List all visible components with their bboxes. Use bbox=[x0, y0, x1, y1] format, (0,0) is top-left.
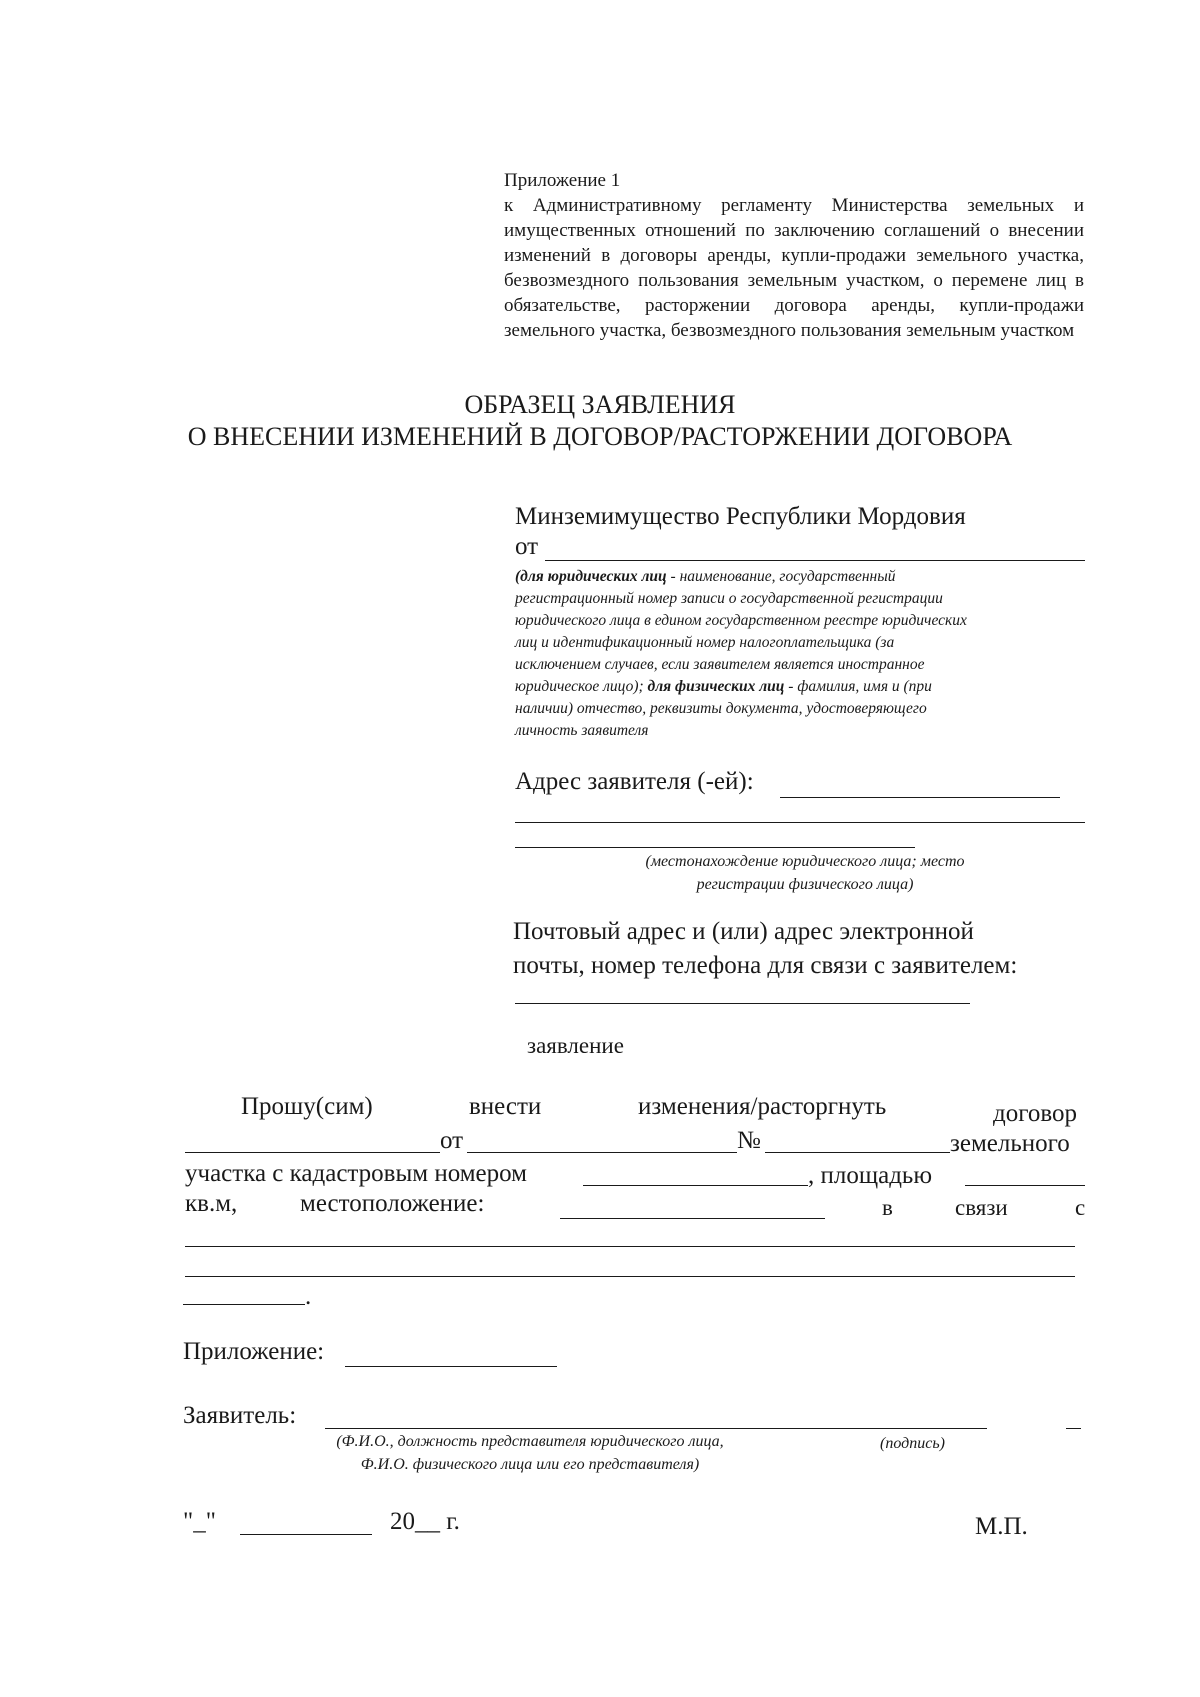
address-note bbox=[555, 850, 1055, 896]
appendix-body: к Административному регламенту Министерства земельных и имущественных отношений по заключению соглашений о внесении изменений в договоры аренды, купли-продажи земельного участка, безвозмездного пользования земельным участком, о перемене лиц в обязательстве, расторжении договора аренды, купли-продажи земельного участка, безвозмездного пользования земельным участком bbox=[504, 195, 1084, 341]
note-line6-a: юридическое лицо); bbox=[515, 678, 648, 695]
applicant-blank-tail bbox=[1066, 1428, 1081, 1429]
applicant-type-note bbox=[515, 566, 967, 742]
applicant-blank bbox=[325, 1428, 987, 1429]
request-period: . bbox=[305, 1283, 312, 1310]
document-title-line2: О ВНЕСЕНИИ ИЗМЕНЕНИЙ В ДОГОВОР/РАСТОРЖЕНИИ ДОГОВОРА bbox=[187, 422, 1013, 451]
from-blank bbox=[545, 560, 1085, 561]
appendix-heading: Приложение 1 bbox=[504, 170, 621, 191]
from-label: от bbox=[515, 533, 539, 560]
note-line6-b: - фамилия, имя и (при bbox=[784, 678, 932, 695]
applicant-note-line1: (Ф.И.О., должность представителя юридического лица, bbox=[336, 1433, 724, 1450]
postal-blank bbox=[515, 1003, 970, 1004]
number-blank bbox=[765, 1152, 950, 1153]
note-line3: юридического лица в едином государственном реестре юридических bbox=[515, 612, 967, 629]
reason-blank-2 bbox=[185, 1276, 1075, 1277]
document-title-line1: ОБРАЗЕЦ ЗАЯВЛЕНИЯ bbox=[464, 390, 736, 419]
applicant-label: Заявитель: bbox=[183, 1402, 297, 1429]
note-line2: регистрационный номер записи о государственной регистрации bbox=[515, 590, 943, 607]
request-kvm: кв.м, bbox=[185, 1190, 238, 1217]
request-area: , площадью bbox=[808, 1162, 932, 1189]
request-zem: земельного bbox=[950, 1130, 1070, 1157]
note-line8: личность заявителя bbox=[515, 722, 649, 739]
request-num: № bbox=[737, 1127, 761, 1154]
applicant-note-line2: Ф.И.О. физического лица или его представителя) bbox=[360, 1456, 700, 1473]
note-line5: исключением случаев, если заявителем является иностранное bbox=[515, 656, 925, 673]
note-line4: лиц и идентификационный номер налогоплательщика (за bbox=[515, 634, 895, 651]
request-w2: внести bbox=[469, 1093, 542, 1120]
request-w3: изменения/расторгнуть bbox=[638, 1093, 887, 1120]
request-svyazi: связи bbox=[955, 1195, 1008, 1220]
statement-word: заявление bbox=[527, 1033, 624, 1058]
note-line7: наличии) отчество, реквизиты документа, удостоверяющего bbox=[515, 700, 927, 717]
reason-blank-1 bbox=[185, 1246, 1075, 1247]
request-location: местоположение: bbox=[300, 1190, 485, 1217]
request-w1: Прошу(сим) bbox=[241, 1093, 373, 1120]
appendix-block bbox=[504, 168, 1084, 343]
date-blank bbox=[467, 1152, 737, 1153]
address-note-line2: регистрации физического лица) bbox=[696, 876, 914, 893]
attachment-label: Приложение: bbox=[183, 1338, 325, 1365]
date-day: "_" bbox=[183, 1508, 216, 1535]
address-blank-3 bbox=[515, 847, 915, 848]
request-parcel: участка с кадастровым номером bbox=[185, 1160, 527, 1187]
note-line1: - наименование, государственный bbox=[666, 568, 896, 585]
request-s: с bbox=[1075, 1195, 1086, 1220]
postal-line1: Почтовый адрес и (или) адрес электронной bbox=[513, 918, 974, 945]
applicant-note bbox=[265, 1430, 795, 1476]
attachment-blank bbox=[345, 1366, 557, 1367]
cadastral-blank bbox=[583, 1185, 808, 1186]
contract-blank bbox=[185, 1152, 440, 1153]
date-month-blank bbox=[240, 1534, 372, 1535]
request-v: в bbox=[882, 1195, 893, 1220]
request-ot: от bbox=[440, 1127, 464, 1154]
location-blank bbox=[560, 1218, 825, 1219]
seal-label: М.П. bbox=[975, 1513, 1028, 1540]
area-blank bbox=[965, 1185, 1085, 1186]
addressee-org: Минземимущество Республики Мордовия bbox=[515, 503, 966, 530]
note-bold-legal: (для юридических лиц bbox=[515, 568, 667, 585]
address-label: Адрес заявителя (-ей): bbox=[515, 768, 754, 795]
address-blank-2 bbox=[515, 822, 1085, 823]
signature-caption: (подпись) bbox=[880, 1435, 945, 1452]
address-blank-1 bbox=[780, 797, 1060, 798]
date-year: 20__ г. bbox=[390, 1508, 460, 1535]
address-note-line1: (местонахождение юридического лица; место bbox=[645, 853, 965, 870]
reason-blank-3 bbox=[183, 1304, 305, 1305]
request-w4: договор bbox=[993, 1100, 1077, 1127]
postal-line2: почты, номер телефона для связи с заявителем: bbox=[513, 952, 1018, 979]
note-bold-individual: для физических лиц bbox=[647, 678, 785, 695]
